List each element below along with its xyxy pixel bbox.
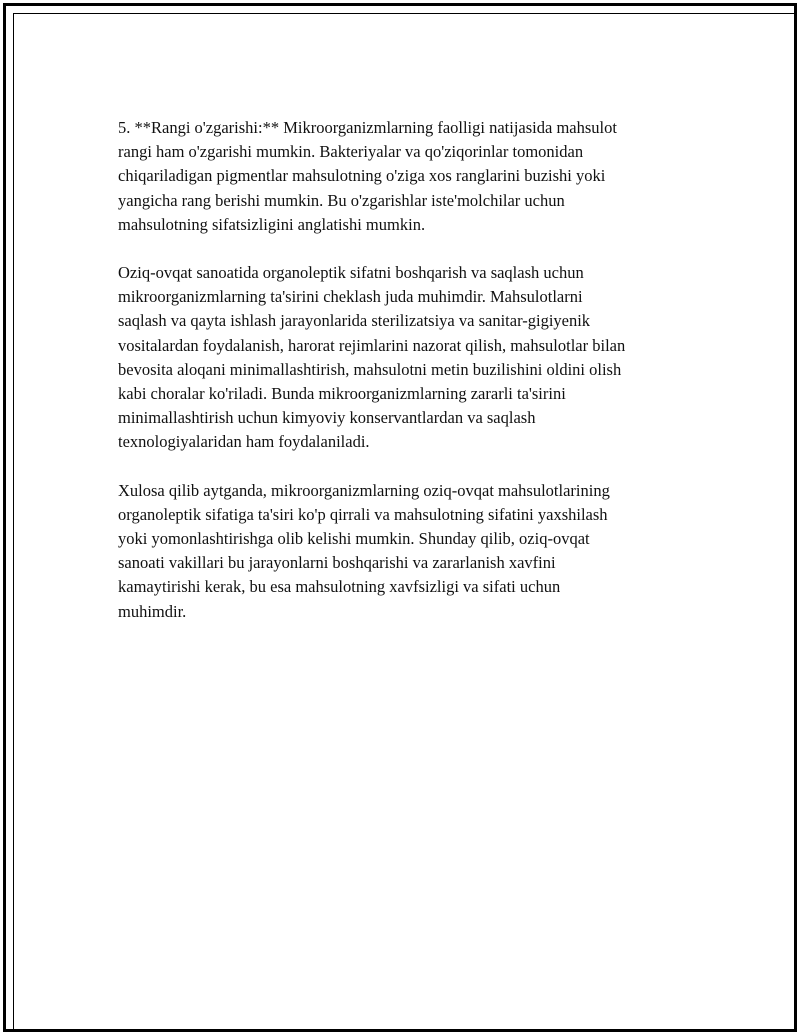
text-line: rangi ham o'zgarishi mumkin. Bakteriyalar va qo'ziqorinlar tomonidan bbox=[118, 142, 584, 162]
text-line: chiqariladigan pigmentlar mahsulotning o'ziga xos ranglarini buzishi yoki bbox=[118, 166, 606, 186]
paragraph-color-change bbox=[118, 116, 696, 237]
text-line: kabi choralar ko'riladi. Bunda mikroorganizmlarning zararli ta'sirini bbox=[118, 384, 566, 404]
text-line: sanoati vakillari bu jarayonlarni boshqarishi va zararlanish xavfini bbox=[118, 553, 556, 573]
text-line: organoleptik sifatiga ta'siri ko'p qirrali va mahsulotning sifatini yaxshilash bbox=[118, 504, 608, 524]
text-line: saqlash va qayta ishlash jarayonlarida sterilizatsiya va sanitar-gigiyenik bbox=[118, 311, 591, 331]
text-line: yoki yomonlashtirishga olib kelishi mumkin. Shunday qilib, oziq-ovqat bbox=[118, 529, 590, 549]
text-line: Oziq-ovqat sanoatida organoleptik sifatni boshqarish va saqlash uchun bbox=[118, 263, 584, 283]
text-line: 5. **Rangi o'zgarishi:** Mikroorganizmlarning faolligi natijasida mahsulot bbox=[118, 118, 617, 137]
text-line: minimallashtirish uchun kimyoviy konservantlardan va saqlash bbox=[118, 408, 536, 428]
text-line: yangicha rang berishi mumkin. Bu o'zgarishlar iste'molchilar uchun bbox=[118, 190, 565, 210]
text-line: Xulosa qilib aytganda, mikroorganizmlarning oziq-ovqat mahsulotlarining bbox=[118, 480, 610, 500]
text-line: kamaytirishi kerak, bu esa mahsulotning xavfsizligi va sifati uchun bbox=[118, 577, 561, 597]
text-line: mikroorganizmlarning ta'sirini cheklash juda muhimdir. Mahsulotlarni bbox=[118, 287, 583, 307]
text-line: mahsulotning sifatsizligini anglatishi mumkin. bbox=[118, 214, 426, 234]
paragraph-quality-control bbox=[118, 261, 696, 455]
document-body bbox=[118, 116, 696, 648]
paragraph-conclusion bbox=[118, 479, 696, 624]
text-line: muhimdir. bbox=[118, 601, 187, 621]
text-line: vositalardan foydalanish, harorat rejimlarini nazorat qilish, mahsulotlar bilan bbox=[118, 335, 626, 355]
text-line: texnologiyalaridan ham foydalaniladi. bbox=[118, 432, 370, 452]
text-line: bevosita aloqani minimallashtirish, mahsulotni metin buzilishini oldini olish bbox=[118, 359, 622, 379]
